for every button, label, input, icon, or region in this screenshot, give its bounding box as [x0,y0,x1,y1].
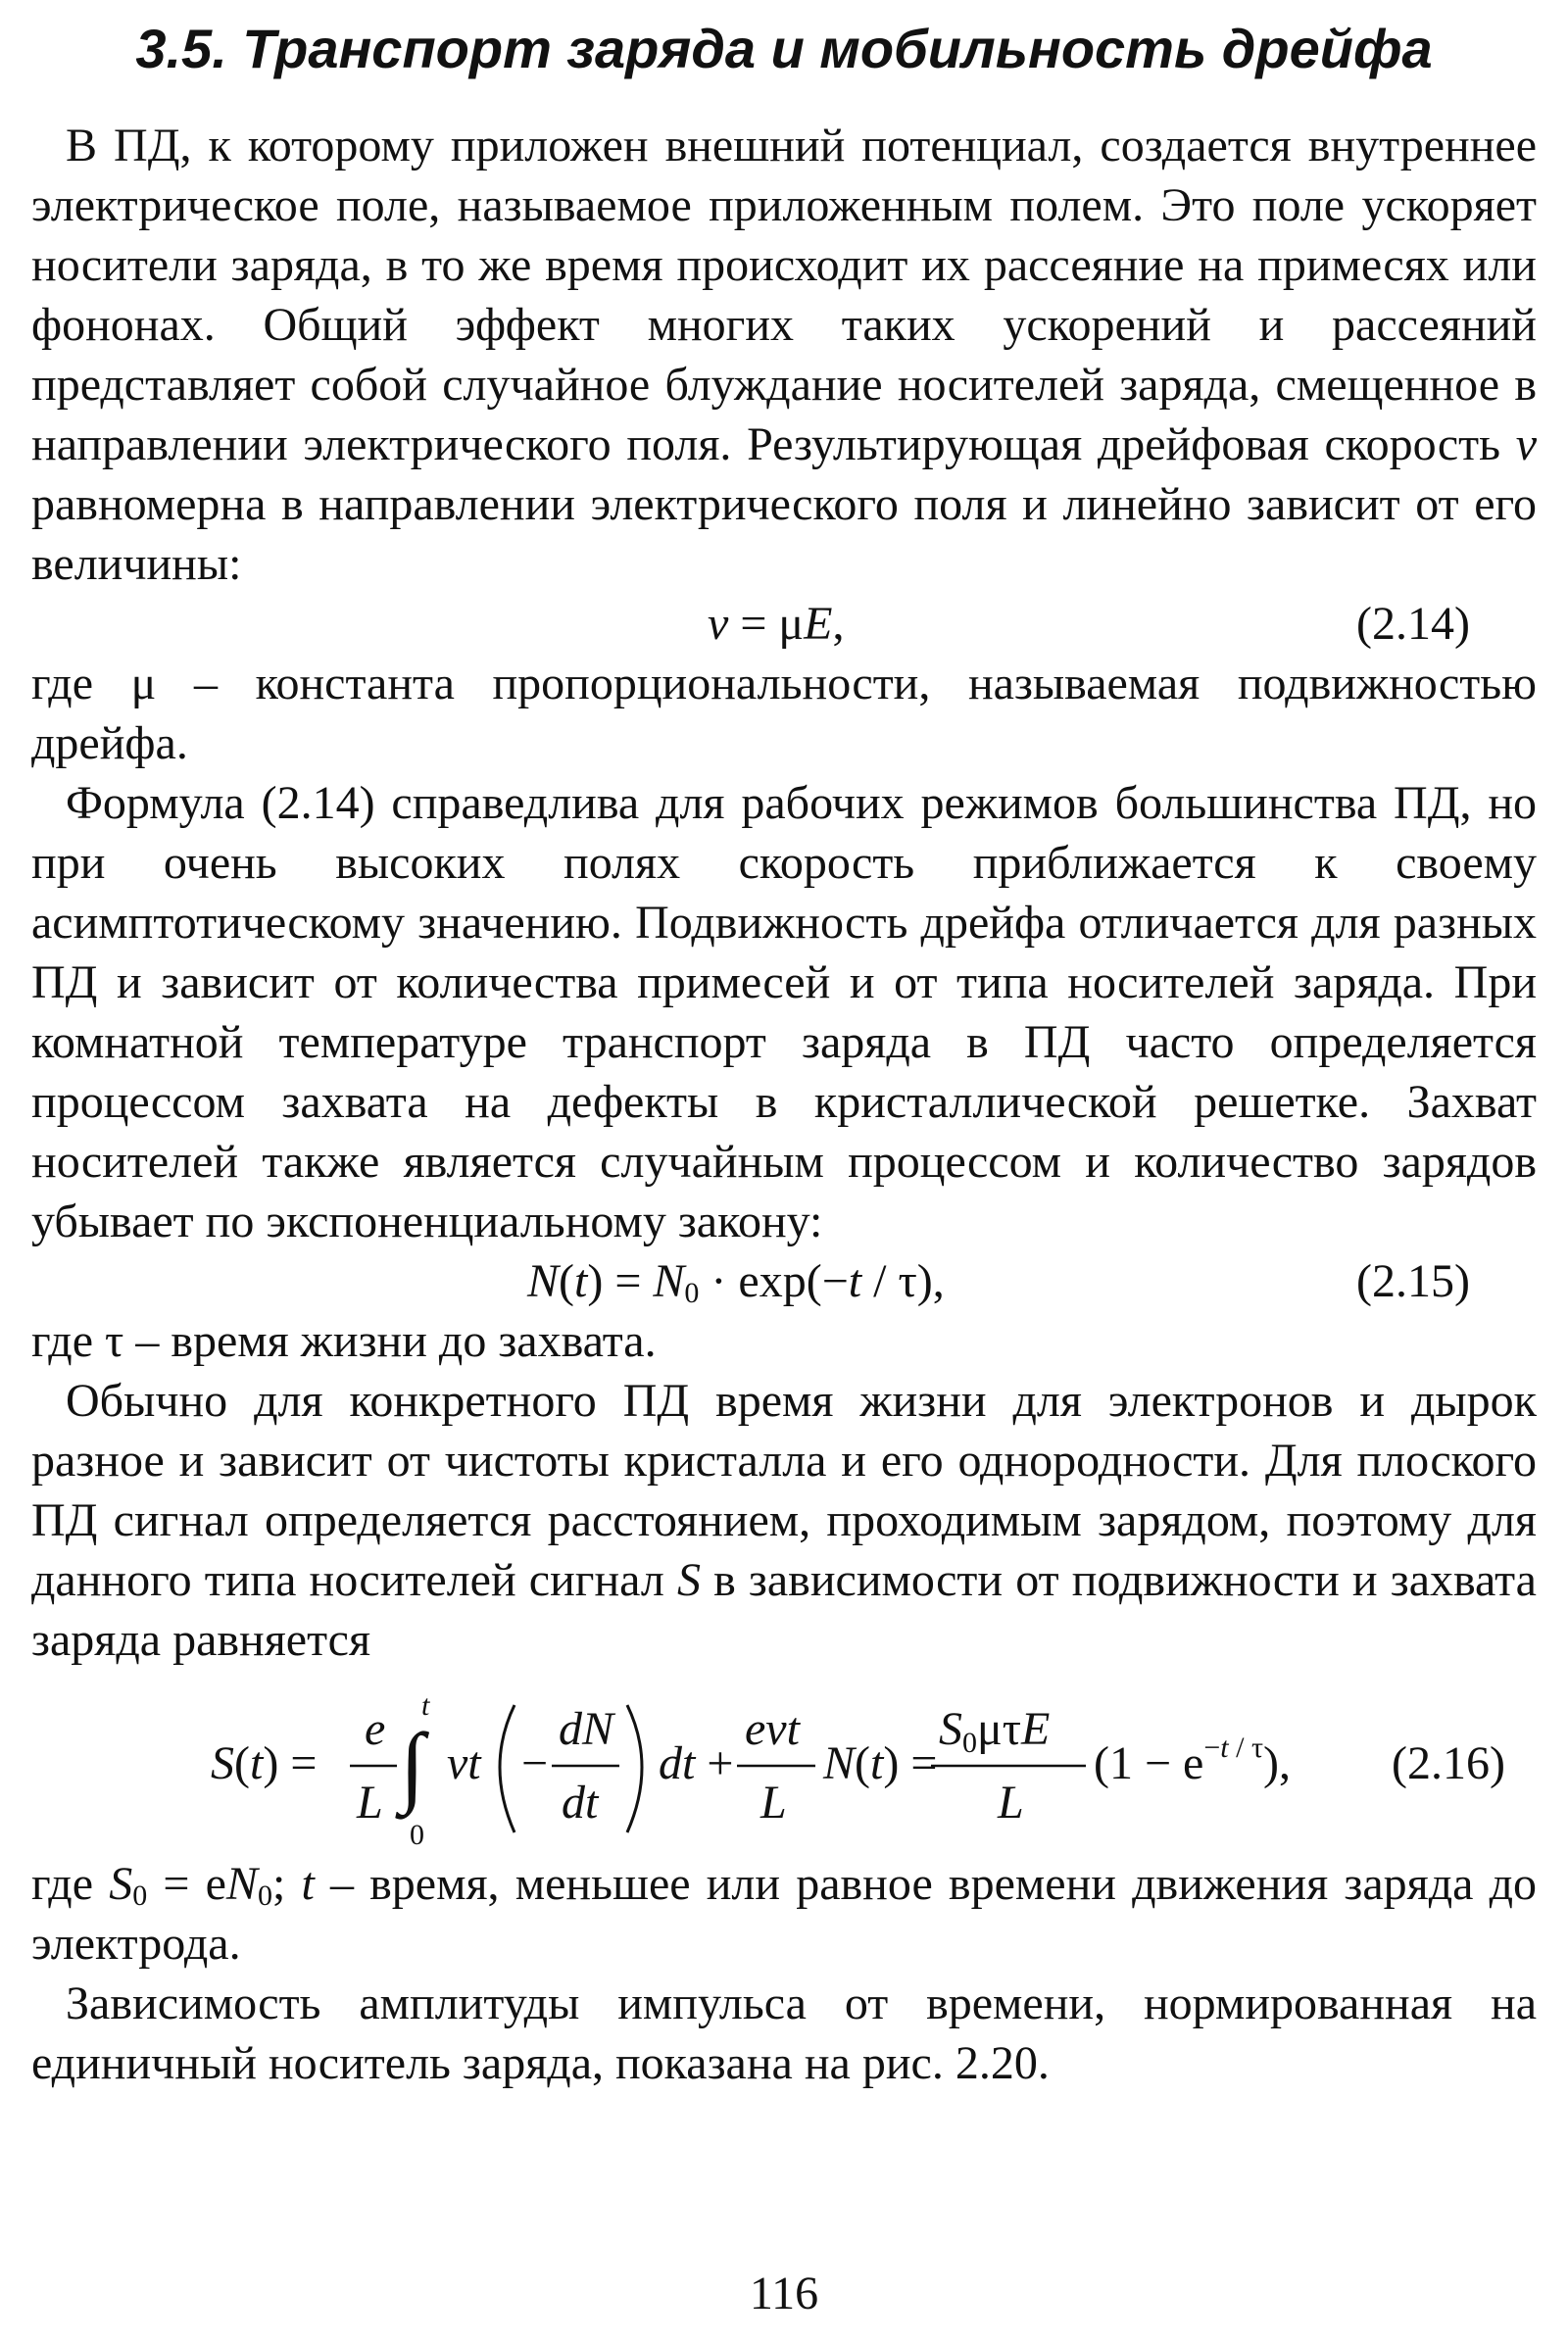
paragraph-2: Формула (2.14) справедлива для рабочих режимов большинства ПД, но при очень высоких полях скорость приближается к своему асимптотическому значению. Подвижность дрейфа отличается для разных ПД и зависит от количества примесей и от типа носителей заряда. При комнатной температуре транспорт заряда в ПД часто определяется процессом захвата на дефекты в кристаллической решетке. Захват носителей также является случайным процессом и количество зарядов убывает по экспоненциальному закону: [31,777,1537,1247]
svg-text:S0μτE: S0μτE [939,1703,1051,1759]
equation-2-15 [0,1251,1568,1311]
paragraph-3: Обычно для конкретного ПД время жизни для электронов и дырок разное и зависит от чистоты кристалла и его однородности. Для плоского ПД сигнал определяется расстоянием, проходимым зарядом, поэтому для данного типа носителей сигнал S в зависимости от подвижности и захвата заряда равняется [31,1375,1537,1666]
svg-text:e: e [365,1703,386,1755]
svg-text:(1 − e−t / τ),: $(1 - e^{-t / \tau})$, [1094,1732,1291,1789]
svg-text:dN: dN [559,1703,614,1755]
svg-text:t: t [421,1689,430,1722]
equation-number: (2.15) [1356,1255,1470,1307]
eq-2-14-explanation: где μ – константа пропорциональности, называемая подвижностью дрейфа. [31,658,1537,769]
equation-2-16 [0,1685,1568,1852]
equation-formula: v = μE, [708,598,845,650]
svg-text:S(t) =: S(t) = [211,1737,318,1789]
page-number: 116 [749,2268,819,2319]
equation-number: (2.16) [1392,1737,1505,1789]
svg-text:∫: ∫ [400,1715,425,1815]
section-heading: 3.5. Транспорт заряда и мобильность дрейфа [135,18,1433,79]
paragraph-1: В ПД, к которому приложен внешний потенциал, создается внутреннее электрическое поле, называемое приложенным полем. Это поле ускоряет носители заряда, в то же время происходит их рассеяние на примесях или фононах. Общий эффект многих таких ускорений и рассеяний представляет собой случайное блуждание носителей заряда, смещенное в направлении электрического поля. Результирующая дрейфовая скорость v равномерна в направлении электрического поля и линейно зависит от его величины: [31,120,1537,590]
svg-text:N(t) =: N(t) = [823,1737,938,1789]
svg-text:vt: vt [447,1737,481,1789]
svg-text:−: − [521,1737,549,1789]
svg-text:L: L [357,1777,383,1829]
equation-formula [0,1685,1568,1852]
equation-formula: $N(t) = N_0 \cdot \exp(-t / \tau)$, [527,1255,945,1309]
svg-text:evt: evt [745,1703,800,1755]
equation-number: (2.14) [1356,598,1470,650]
eq-2-16-explanation: где $S_0 = eN_0$; t – время, меньшее или равное времени движения заряда до электрода. [31,1858,1538,1970]
svg-text:L: L [760,1777,787,1829]
eq-2-15-explanation: где τ – время жизни до захвата. [31,1315,657,1367]
equation-2-14 [0,594,1568,654]
svg-text:dt +: dt + [659,1737,734,1789]
svg-text:0: 0 [410,1819,424,1851]
svg-text:L: L [998,1777,1024,1829]
svg-text:dt: dt [562,1777,599,1829]
paragraph-4: Зависимость амплитуды импульса от времени, нормированная на единичный носитель заряда, показана на рис. 2.20. [31,1977,1537,2089]
